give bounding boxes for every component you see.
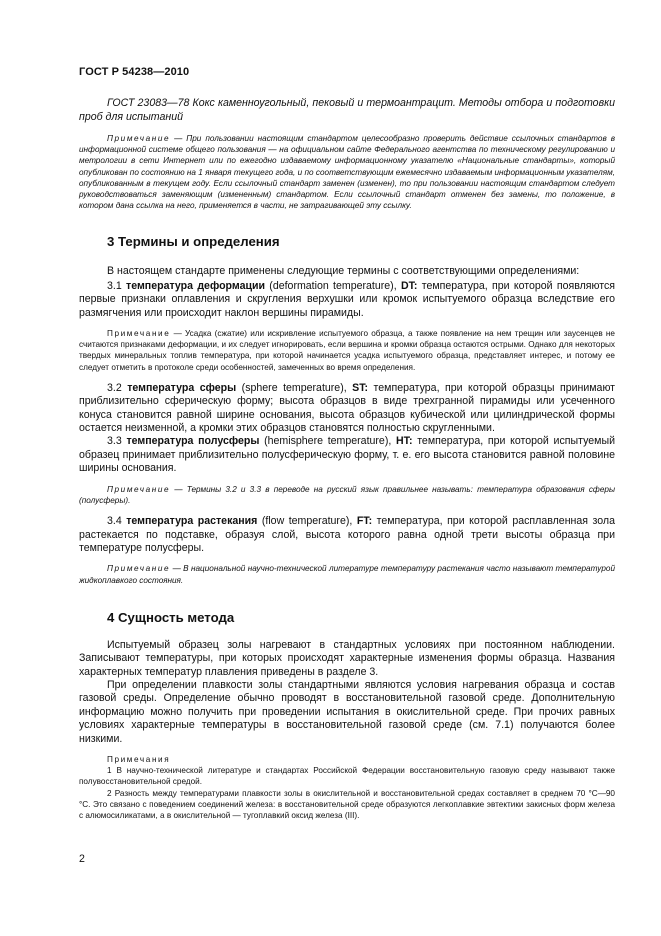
page-number: 2 xyxy=(79,853,85,865)
note-text: — Усадка (сжатие) или искривление испытуемого образца, а также появление на нем трещин или заусенцев не считаются признаками деформации, и их следует игнорировать, если вершина и кромки образца остаются острыми. Однако для некоторых твердых минеральных топлив температура, при которой начинается усадка испытуемого образца, представляет интерес, и потому ее следует отметить в протоколе среди особенностей, замеченных во время определения. xyxy=(79,329,615,372)
term-3-3 xyxy=(79,435,615,475)
term-number: 3.2 xyxy=(107,381,128,394)
term-3-4 xyxy=(79,515,615,555)
term-english: (flow temperature), xyxy=(257,515,357,528)
term-abbr: HT: xyxy=(396,435,413,448)
term-3-2 xyxy=(79,382,615,436)
document-code: ГОСТ Р 54238—2010 xyxy=(79,66,190,78)
note-3-1 xyxy=(79,328,615,373)
term-name: температура растекания xyxy=(126,515,258,528)
section-4-title: 4 Сущность метода xyxy=(107,609,235,625)
term-number: 3.1 xyxy=(107,279,127,292)
term-definition: температура, при которой появляются первые признаки оплавления и скругления верхушки или кромок испытуемого образца вследствие его размягчения или происходит наклон вершины пирамиды. xyxy=(79,279,616,319)
term-english: (sphere temperature), xyxy=(236,381,353,394)
term-number: 3.4 xyxy=(107,515,127,528)
term-definition: температура, при которой испытуемый образец принимает приблизительно полусферическую форму, т. е. его высота становится равной половине ширины основания. xyxy=(79,435,615,475)
term-english: (deformation temperature), xyxy=(265,279,401,292)
page-content xyxy=(79,97,615,821)
term-definition: температура, при которой расплавленная зола растекается по подставке, образуя слой, высота которого равна одной трети высоты образца при температуре полусферы. xyxy=(79,515,615,554)
normative-reference: ГОСТ 23083—78 Кокс каменноугольный, пековый и термоантрацит. Методы отбора и подготовки проб для испытаний xyxy=(79,97,615,123)
section-4-paragraph-2: При определении плавкости золы стандартными являются условия нагревания образца и состав газовой среды. Определение обычно проводят в восстановительной газовой среде. Дополнительную информацию можно получить при проведении испытания в окислительной среде. При прочих равных условиях характерные температуры в восстановительной газовой среде (см. 7.1) получаются более низкими. xyxy=(79,678,615,745)
notes-heading: Примечания xyxy=(107,754,171,764)
note-label: Примечание xyxy=(107,564,171,574)
note-3-3 xyxy=(79,484,615,506)
section-3-intro: В настоящем стандарте применены следующие термины с соответствующими определениями: xyxy=(107,265,580,278)
section-4-paragraph-1: Испытуемый образец золы нагревают в стандартных условиях при постоянном наблюдении. Записывают температуры, при которых происходят характерные изменения формы образца. Названия характерных температур плавления приведены в разделе 3. xyxy=(79,638,615,678)
section-4-note-2: 2 Разность между температурами плавкости золы в окислительной и восстановительной средах составляет в среднем 70 °С—90 °С. Это связано с поведением соединений железа: в восстановительной среде образуются легкоплавкие эвтектики закисных форм железа с алюмосиликатами, а в окислительной — тугоплавкий оксид железа (III). xyxy=(79,788,615,820)
term-name: температура полусферы xyxy=(126,435,260,448)
note-text: — При пользовании настоящим стандартом целесообразно проверить действие ссылочных стандартов в информационной системе общего пользования — на официальном сайте Федерального агентства по техническому регулированию и метрологии в сети Интернет или по ежегодно издаваемому информационному указателю «Национальные стандарты», который опубликован по состоянию на 1 января текущего года, и по соответствующим ежемесячно издаваемым информационным указателям, опубликованным в текущем году. Если ссылочный стандарт заменен (изменен), то при пользовании настоящим стандартом следует руководствоваться заменяющим (измененным) стандартом. Если ссылочный стандарт отменен без замены, то положение, в котором дана ссылка на него, применяется в части, не затрагивающей эту ссылку. xyxy=(79,134,615,211)
section-4-note-1: 1 В научно-технической литературе и стандартах Российской Федерации восстановительную газовую среду называют также полувосстановительной средой. xyxy=(79,766,615,787)
note-text: — Термины 3.2 и 3.3 в переводе на русский язык правильнее называть: температура образования сферы (полусферы). xyxy=(79,484,615,505)
term-abbr: DT: xyxy=(400,279,418,292)
term-definition: температура, при которой образцы принимают приблизительно сферическую форму; высота образцов в виде трехгранной пирамиды или усеченного конуса становится равной ширине основания, высота образцов кубической или цилиндрической формы остается неизменной, а кромки этих образцов становятся полностью скругленными. xyxy=(79,381,616,435)
section-3-title: 3 Термины и определения xyxy=(107,234,280,250)
note-references xyxy=(79,133,615,211)
term-number: 3.3 xyxy=(107,435,127,448)
term-3-1 xyxy=(79,280,615,320)
note-label: Примечание xyxy=(107,484,171,494)
note-3-4 xyxy=(79,563,615,585)
note-text: — В национальной научно-технической литературе температуру растекания часто называют температурой жидкоплавкого состояния. xyxy=(79,564,615,585)
note-label: Примечание xyxy=(107,134,171,143)
term-english: (hemisphere temperature), xyxy=(259,435,396,448)
term-name: температура сферы xyxy=(127,381,237,394)
term-abbr: FT: xyxy=(356,515,373,528)
term-name: температура деформации xyxy=(126,279,265,292)
term-abbr: ST: xyxy=(352,381,369,394)
note-label: Примечание xyxy=(107,329,171,339)
